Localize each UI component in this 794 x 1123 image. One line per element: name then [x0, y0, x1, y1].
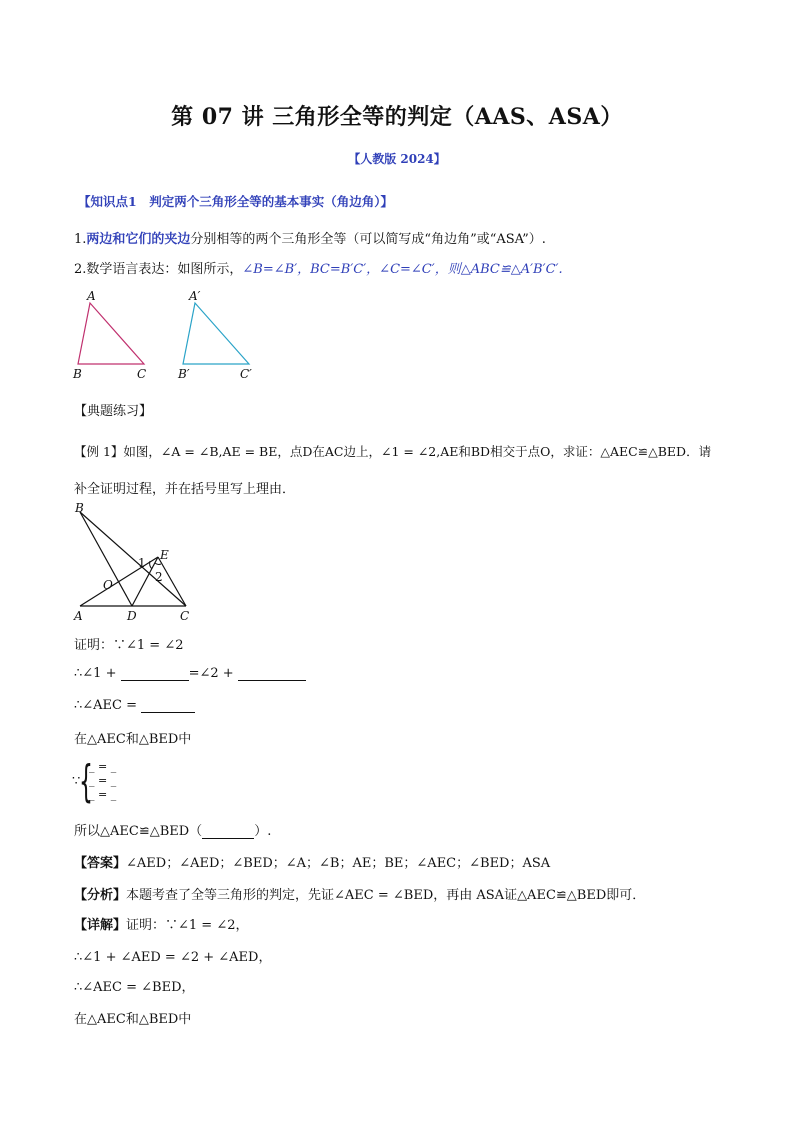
label-a: A	[87, 289, 96, 303]
fig-label-1: 1	[138, 556, 146, 570]
proof-line-1: 证明：∵∠1 = ∠2	[74, 638, 184, 653]
analysis-text: 本题考查了全等三角形的判定，先证∠AEC = ∠BED，再由 ASA证△AEC≌△BED即可．	[126, 888, 646, 903]
brace-icon: {	[79, 756, 93, 807]
answer-tag: 【答案】	[74, 856, 127, 871]
proof-line-3	[74, 698, 195, 713]
answer-text: ∠AED；∠AED；∠BED；∠A；∠B；AE；BE；∠AEC；∠BED；ASA	[126, 856, 551, 871]
item1-rest: 分别相等的两个三角形全等（可以简写成“角边角”或“ASA”）.	[190, 232, 546, 247]
brace-row-3[interactable]: _ = _	[89, 788, 117, 801]
detail-tag: 【详解】	[74, 918, 127, 933]
label-c: C	[137, 367, 147, 381]
blank-reason[interactable]	[202, 824, 254, 839]
figure-congruent-triangles	[60, 285, 280, 385]
fig-label-o: O	[103, 578, 113, 592]
proof-brace-block	[72, 756, 132, 807]
page-title: 第 07 讲 三角形全等的判定（AAS、ASA）	[171, 104, 623, 130]
label-c-prime: C′	[240, 367, 252, 381]
analysis-tag: 【分析】	[74, 888, 127, 903]
proof-line-5	[74, 820, 271, 839]
label-b: B	[73, 367, 82, 381]
proof-line-5a: 所以△AEC≌△BED（	[74, 824, 203, 839]
edition-label: 【人教版 2024】	[348, 152, 446, 166]
fig-label-a: A	[74, 609, 83, 623]
detail-line-4: 在△AEC和△BED中	[74, 1012, 192, 1027]
proof-line-2a: ∴∠1 +	[74, 666, 117, 681]
triangle-abc-prime	[183, 303, 249, 364]
fig-label-c: C	[180, 609, 190, 623]
answer-line	[74, 852, 550, 871]
blank-1[interactable]	[121, 666, 189, 681]
brace-row-1[interactable]: _ = _	[89, 760, 117, 773]
fig-label-2: 2	[155, 570, 163, 584]
item1-emphasis: 两边和它们的夹边	[86, 232, 191, 247]
triangle-abc	[78, 303, 144, 364]
proof-line-2b: =∠2 +	[188, 666, 234, 681]
item2-prefix: 2.数学语言表达：如图所示，	[74, 262, 243, 277]
item2-math: ∠B=∠B′，BC=B′C′，∠C=∠C′，则△ABC≌△A′B′C′.	[242, 262, 563, 277]
fig-label-d: D	[127, 609, 137, 623]
detail-line-2: ∴∠1 + ∠AED = ∠2 + ∠AED，	[74, 950, 272, 965]
figure-example1	[65, 500, 205, 625]
label-b-prime: B′	[178, 367, 190, 381]
knowledge-item-2	[74, 258, 563, 277]
example1-line2: 补全证明过程，并在括号里写上理由．	[74, 482, 296, 497]
blank-2[interactable]	[238, 666, 306, 681]
proof-line-5b: ）.	[254, 824, 272, 839]
item1-prefix: 1.	[74, 232, 87, 247]
knowledge-item-1	[74, 228, 546, 247]
example1-line1: 【例 1】如图，∠A = ∠B,AE = BE，点D在AC边上，∠1 = ∠2,AE和BD相交于点O，求证：△AEC≌△BED．请	[74, 444, 712, 459]
fig-label-b: B	[75, 501, 84, 515]
proof-line-3-text: ∴∠AEC =	[74, 698, 138, 713]
because-symbol: ∵	[72, 774, 81, 789]
label-a-prime: A′	[189, 289, 201, 303]
proof-line-4: 在△AEC和△BED中	[74, 732, 192, 747]
practice-heading: 【典题练习】	[74, 404, 153, 419]
brace-row-2[interactable]: _ = _	[89, 774, 117, 787]
knowledge-point-heading: 【知识点1 判定两个三角形全等的基本事实（角边角）】	[78, 194, 393, 209]
blank-3[interactable]	[141, 698, 195, 713]
detail-text-1: 证明：∵∠1 = ∠2，	[126, 918, 249, 933]
proof-line-2	[74, 666, 306, 681]
detail-line-1	[74, 914, 249, 933]
detail-line-3: ∴∠AEC = ∠BED，	[74, 980, 195, 995]
fig-label-e: E	[160, 548, 169, 562]
analysis-line	[74, 884, 645, 903]
